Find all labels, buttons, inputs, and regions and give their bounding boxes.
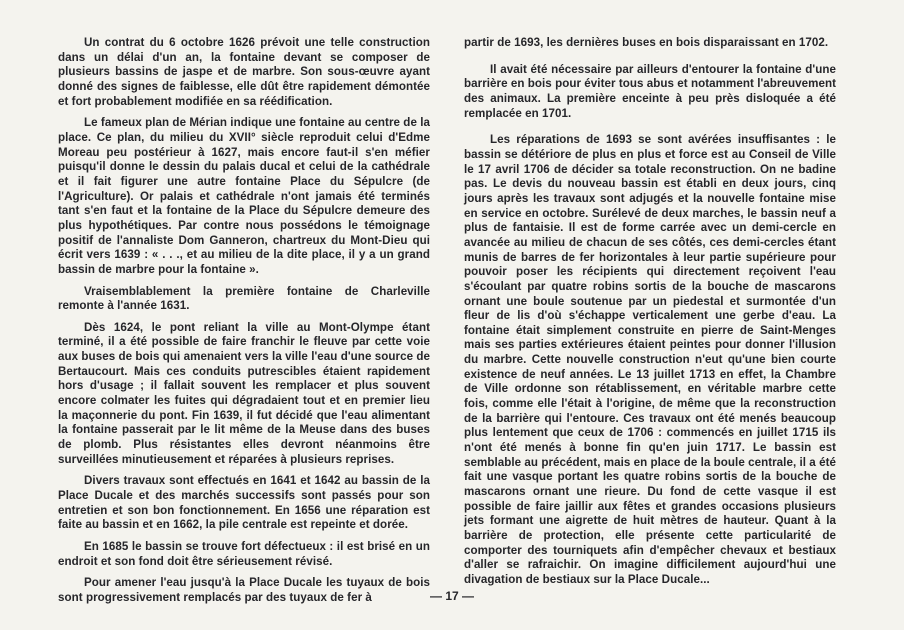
right-column [464,36,836,595]
paragraph: Vraisemblablement la première fontaine de Charleville remonte à l'année 1631. [58,284,430,313]
page-number: — 17 — [429,589,474,603]
paragraph: Le fameux plan de Mérian indique une fontaine au centre de la place. Ce plan, du milieu du XVII° siècle reproduit celui d'Edme Moreau peu postérieur à 1627, mais encore faut-il s'en méfier puisqu'il donne le dessin du palais ducal et celui de la cathédrale et il fait figurer une autre fontaine Place du Sépulcre (de l'Agriculture). Or palais et cathédrale n'ont jamais été terminés tant s'en faut et la fontaine de la Place du Sépulcre demeure des plus hypothétiques. Par contre nous possédons le témoignage positif de l'annaliste Dom Ganneron, chartreux du Mont-Dieu qui écrit vers 1639 : « . . ., et au milieu de la dite place, il y a un grand bassin de marbre pour la fontaine ». [58,116,430,276]
paragraph-continuation: partir de 1693, les dernières buses en bois disparaissant en 1702. [464,36,829,49]
paragraph: Un contrat du 6 octobre 1626 prévoit une telle construction dans un délai d'un an, la fontaine devant se composer de plusieurs bassins de jaspe et de marbre. Son sous-œuvre ayant donné des signes de faiblesse, elle dût être rapidement démontée et fort probablement modifiée en sa réédification. [58,36,430,108]
paragraph: Il avait été nécessaire par ailleurs d'entourer la fontaine d'une barrière en bois pour éviter tous abus et notamment l'abreuvement des animaux. La première enceinte à peu près disloquée a été remplacée en 1701. [464,62,836,120]
paragraph: Dès 1624, le pont reliant la ville au Mont-Olympe étant terminé, il a été possible de faire franchir le fleuve par cette voie aux buses de bois qui amenaient vers la ville l'eau d'une source de Bertaucourt. Mais ces conduits putrescibles étaient rapidement hors d'usage ; il fallait souvent les remplacer et plus souvent encore colmater les fuites qui dégradaient tout et en premier lieu la maçonnerie du pont. Fin 1639, il fut décidé que l'eau alimentant la fontaine passerait par le lit même de la Meuse dans des buses de plomb. Plus résistantes elles devront néanmoins être surveillées minutieusement et réparées à plusieurs reprises. [58,320,430,466]
paragraph: En 1685 le bassin se trouve fort défectueux : il est brisé en un endroit et son fond doit être sérieusement révisé. [58,540,430,568]
paragraph: Les réparations de 1693 se sont avérées insuffisantes : le bassin se détériore de plus en plus et force est au Conseil de Ville le 17 avril 1706 de décider sa totale reconstruction. On ne badine pas. Le devis du nouveau bassin est établi en deux jours, cinq jours après les travaux sont adjugés et la nouvelle fontaine mise en service en octobre. Surélevé de deux marches, le bassin neuf a plus de fantaisie. Il est de forme carrée avec un demi-cercle en avancée au milieu de chacun de ses côtés, ces demi-cercles étant munis de barres de fer horizontales à leur partie supérieure pour pouvoir poser les récipients qui directement reçoivent l'eau s'écoulant par quatre robins sortis de la bouche de mascarons ornant une boule soutenue par un piedestal et surmontée d'un fleur de lis d'où s'échappe verticalement une gerbe d'eau. La fontaine était simplement construite en pierre de Saint-Menges mais ses parties extérieures étaient peintes pour donner l'illusion du marbre. Cette nouvelle construction n'eut qu'une bien courte existence de neuf années. Le 13 juillet 1713 en effet, la Chambre de Ville ordonne son rétablissement, en véritable marbre cette fois, comme elle l'était à l'origine, de même que la reconstruction de la barrière qui l'entoure. Ces travaux ont été menés beaucoup plus lentement que ceux de 1706 : commencés en juillet 1715 ils n'ont été menés à bonne fin qu'en juin 1717. Le bassin est semblable au précédent, mais en place de la boule centrale, il a été fait une vasque portant les quatre robins sortis de la bouche de mascarons ornant une rieure. Du fond de cette vasque il est possible de faire jaillir aux fêtes et grandes occasions plusieurs jets formant une aigrette de huit mètres de hauteur. Quant à la barrière de protection, elle présente cette particularité de comporter des tourniquets afin d'empêcher chevaux et bestiaux d'aller se rafraichir. On imagine difficilement aujourd'hui une divagation de bestiaux sur la Place Ducale... [464,133,836,586]
paragraph: Divers travaux sont effectués en 1641 et 1642 au bassin de la Place Ducale et des marchés successifs sont passés pour son entretien et son bon fonctionnement. En 1656 une réparation est faite au bassin et en 1662, la pile centrale est repeinte et dorée. [58,474,430,532]
paragraph: Pour amener l'eau jusqu'à la Place Ducale les tuyaux de bois sont progressivement remplacés par des tuyaux de fer à [58,576,430,604]
left-column [58,36,430,613]
